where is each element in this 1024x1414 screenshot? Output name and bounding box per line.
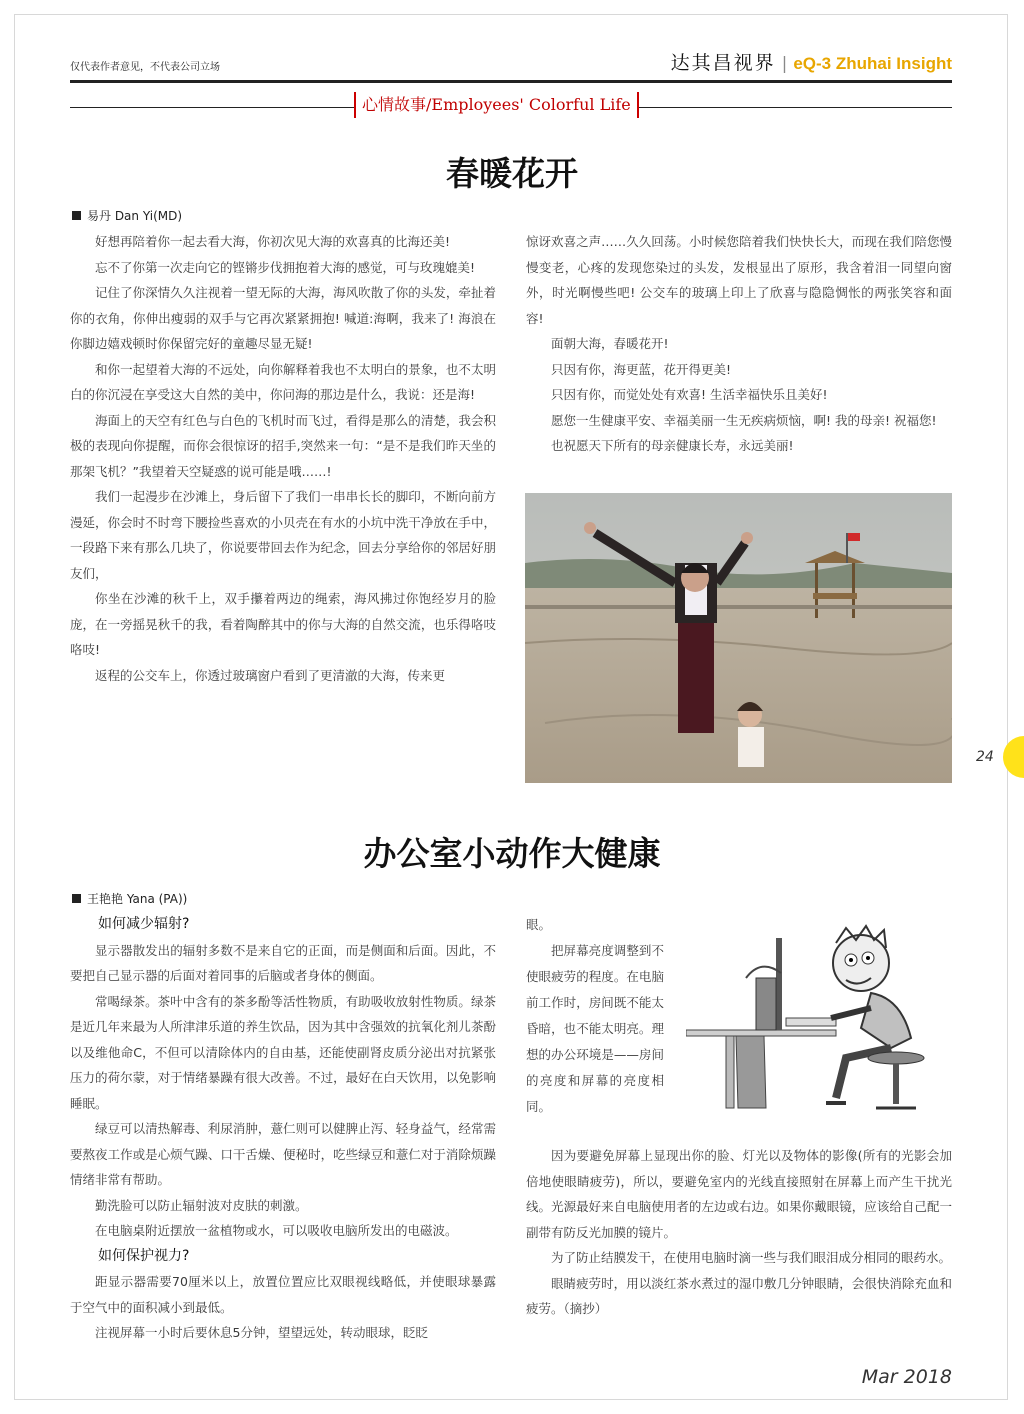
header-rule-top [70, 80, 952, 83]
paragraph: 好想再陪着你一起去看大海，你初次见大海的欢喜真的比海还美! [95, 234, 451, 249]
magazine-title-separator: | [781, 54, 788, 74]
paragraph: 只因有你，海更蓝，花开得更美! [551, 361, 732, 377]
magazine-title-en: eQ-3 Zhuhai Insight [793, 54, 952, 73]
paragraph: 我们一起漫步在沙滩上，身后留下了我们一串串长长的脚印，不断向前方漫延，你会时不时弯下腰捡些喜欢的小贝壳在有水的小坑中洗干净放在手中，一段路下来有那么几块了，你说要带回去作为纪念，回去分享给你的邻居好朋友们， [70, 489, 496, 581]
article2-left-column [70, 912, 496, 1346]
subheading-eyesight: 如何保护视力? [98, 1247, 190, 1264]
beach-photo [525, 493, 952, 783]
paragraph: 记住了你深情久久注视着一望无际的大海，海风吹散了你的头发，牵扯着你的衣角，你伸出瘦弱的双手与它再次紧紧拥抱! 喊道:海啊，我来了! 海浪在你脚边嬉戏顿时你保留完好的童趣尽显无疑! [70, 285, 496, 351]
paragraph: 返程的公交车上，你透过玻璃窗户看到了更清澈的大海，传来更 [95, 667, 446, 683]
article2-title: 办公室小动作大健康 [363, 834, 661, 873]
byline-square-icon [72, 211, 81, 220]
article2-author: 王艳艳 Yana (PA)) [87, 892, 188, 906]
article1-title: 春暖花开 [446, 154, 578, 193]
cartoon-illustration [686, 918, 952, 1116]
page-number: 24 [976, 749, 994, 765]
paragraph: 忘不了你第一次走向它的铿锵步伐拥抱着大海的感觉，可与玫瑰媲美! [95, 259, 476, 275]
paragraph: 海面上的天空有红色与白色的飞机时而飞过，看得是那么的清楚，我会积极的表现向你提醒，而你会很惊讶的招手,突然来一句：“是不是我们昨天坐的那架飞机？”我望着天空疑惑的说可能是哦……! [70, 412, 496, 479]
paragraph: 因为要避免屏幕上显现出你的脸、灯光以及物体的影像(所有的光影会加倍地使眼睛疲劳)，所以，要避免室内的光线直接照射在屏幕上而产生干扰光线。光源最好来自电脑使用者的左边或右边。如果你戴眼镜，应该给自己配一副带有防反光加膜的镜片。 [526, 1148, 952, 1240]
paragraph: 在电脑桌附近摆放一盆植物或水，可以吸收电脑所发出的电磁波。 [95, 1223, 458, 1238]
subheading-radiation: 如何减少辐射? [98, 916, 190, 932]
article2-right-column [526, 1143, 952, 1322]
article2-narrow-column [526, 938, 664, 1120]
article2-byline [72, 890, 187, 907]
paragraph: 绿豆可以清热解毒、利尿消肿，薏仁则可以健脾止泻、轻身益气，经常需要熬夜工作或是心烦气躁、口干舌燥、便秘时，吃些绿豆和薏仁对于消除烦躁情绪非常有帮助。 [70, 1121, 496, 1187]
paragraph: 勤洗脸可以防止辐射波对皮肤的刺激。 [95, 1197, 308, 1213]
issue-date: Mar 2018 [861, 1366, 952, 1388]
paragraph: 常喝绿茶。茶叶中含有的茶多酚等活性物质，有助吸收放射性物质。绿茶是近几年来最为人所津津乐道的养生饮品，因为其中含强效的抗氧化剂儿茶酚以及维他命C，不但可以清除体内的自由基，还能使副肾皮质分泌出对抗紧张压力的荷尔蒙，对于情绪暴躁有很大改善。不过，最好在白天饮用，以免影响睡眠。 [70, 993, 496, 1111]
paragraph: 眼。 [526, 917, 552, 932]
computer-user-cartoon [686, 918, 952, 1116]
article1-right-column [526, 229, 952, 459]
article1-left-column [70, 229, 496, 688]
paragraph: 你坐在沙滩的秋千上，双手攥着两边的绳索，海风拂过你饱经岁月的脸庞，在一旁摇晃秋千的我，看着陶醉其中的你与大海的自然交流，也乐得咯吱咯吱! [70, 591, 496, 657]
paragraph: 愿您一生健康平安、幸福美丽一生无疾病烦恼，啊! 我的母亲! 祝福您! [551, 412, 937, 428]
magazine-title-cn: 达其昌视界 [670, 52, 776, 74]
paragraph: 眼睛疲劳时，用以淡红茶水煮过的湿巾敷几分钟眼睛，会很快消除充血和疲劳。（摘抄） [526, 1275, 952, 1316]
paragraph: 注视屏幕一小时后要休息5分钟，望望远处，转动眼球，眨眨 [95, 1325, 428, 1340]
paragraph: 只因有你，而觉处处有欢喜! 生活幸福快乐且美好! [551, 387, 828, 402]
magazine-title [671, 48, 952, 75]
section-tag: 心情故事/Employees' Colorful Life [354, 92, 639, 118]
article1-author: 易丹 Dan Yi(MD) [87, 209, 183, 223]
byline-square-icon [72, 894, 81, 903]
disclaimer: 仅代表作者意见，不代表公司立场 [70, 62, 220, 73]
paragraph: 距显示器需要70厘米以上，放置位置应比双眼视线略低，并使眼球暴露于空气中的面积减小到最低。 [70, 1274, 496, 1315]
beach-photo-illustration [525, 493, 952, 783]
paragraph: 显示器散发出的辐射多数不是来自它的正面，而是侧面和后面。因此，不要把自己显示器的后面对着同事的后脑或者身体的侧面。 [70, 942, 496, 983]
paragraph: 为了防止结膜发干，在使用电脑时滴一些与我们眼泪成分相同的眼药水。 [551, 1250, 952, 1265]
paragraph: 也祝愿天下所有的母亲健康长寿，永远美丽! [551, 438, 794, 453]
article1-byline [72, 207, 182, 224]
paragraph: 把屏幕亮度调整到不使眼疲劳的程度。在电脑前工作时，房间既不能太昏暗，也不能太明亮。理想的办公环境是——房间的亮度和屏幕的亮度相同。 [526, 943, 664, 1114]
paragraph: 面朝大海，春暖花开! [551, 336, 669, 351]
paragraph: 惊讶欢喜之声……久久回荡。小时候您陪着我们快快长大，而现在我们陪您慢慢变老，心疼的发现您染过的头发，发根显出了原形，我含着泪一同望向窗外，时光啊慢些吧! 公交车的玻璃上印上了欣喜与隐隐惆怅的两张笑容和面容! [526, 234, 952, 326]
paragraph: 和你一起望着大海的不远处，向你解释着我也不太明白的景象，也不太明白的你沉浸在享受这大自然的美中，你问海的那边是什么，我说：还是海! [70, 361, 496, 402]
